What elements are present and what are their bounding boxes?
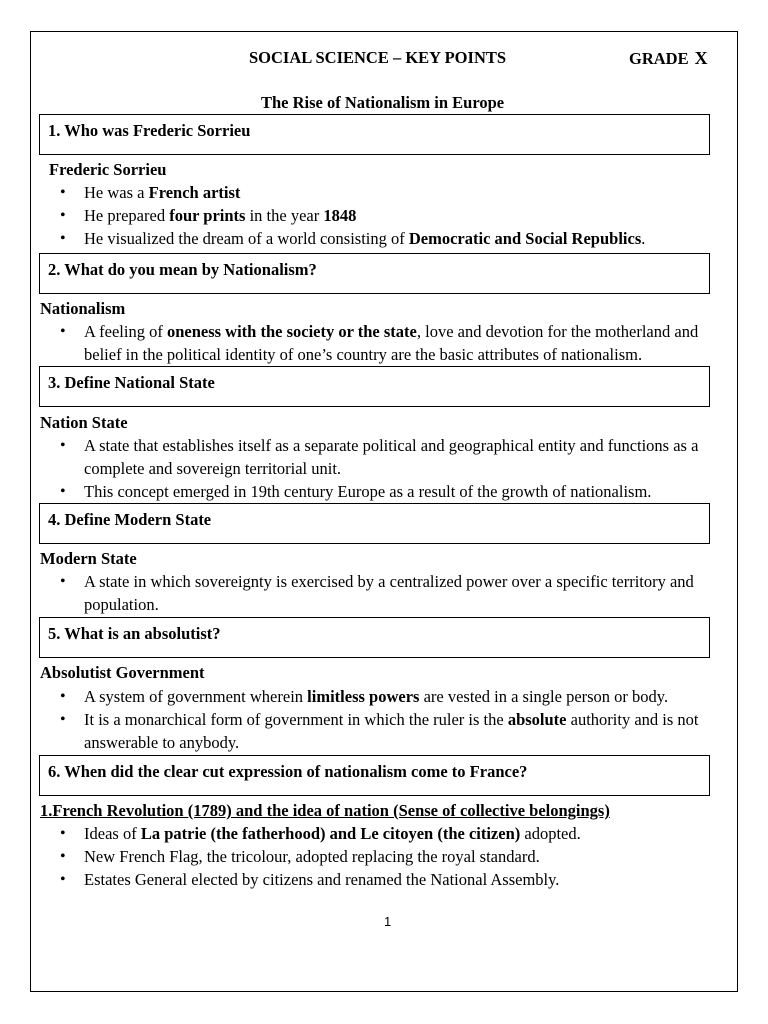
answer-heading-2: Nationalism [40,299,126,318]
text-run: New French Flag, the tricolour, adopted replacing the royal standard. [84,847,540,867]
answer-heading-5: Absolutist Government [40,663,205,682]
chapter-title: The Rise of Nationalism in Europe [261,93,505,112]
bold-text: Democratic and Social Republics [408,229,642,249]
bullet-item [60,227,750,250]
question-box-2: 2. What do you mean by Nationalism? [39,253,710,294]
bullet-item [60,685,750,708]
bullet-list-3 [60,434,738,504]
bullet-item [60,181,750,204]
bold-text: absolute [507,710,567,730]
bullet-item [60,708,750,754]
bold-text: 1848 [323,206,357,226]
answer-heading-4: Modern State [40,549,137,568]
bullet-item [60,434,738,480]
text-run: in the year [245,206,324,226]
bullet-item [60,320,726,366]
grade-value: X [694,48,708,68]
bullet-item [60,480,738,503]
text-run: are vested in a single person or body. [419,687,669,706]
text-run: A system of government wherein [84,687,308,706]
bold-text: oneness with the society or the state [166,322,417,341]
grade-label [629,48,708,69]
question-box-4: 4. Define Modern State [39,503,710,544]
bullet-item [60,845,750,868]
text-run: authority and is not answerable to anybody. [84,710,699,753]
text-run: Estates General elected by citizens and renamed the National Assembly. [84,870,560,890]
question-box-5: 5. What is an absolutist? [39,617,710,658]
answer-heading-3: Nation State [40,413,128,432]
question-box-1: 1. Who was Frederic Sorrieu [39,114,710,155]
bold-text: limitless powers [307,687,420,706]
question-box-6: 6. When did the clear cut expression of nationalism come to France? [39,755,710,796]
text-run: Ideas of [84,824,141,843]
text-run: This concept emerged in 19th century Europe as a result of the growth of nationalism. [84,482,652,502]
text-run: A feeling of [84,322,167,341]
text-run: It is a monarchical form of government in which the ruler is the [84,710,508,730]
bullet-list-5 [60,685,750,755]
text-run: He visualized the dream of a world consisting of [84,229,409,249]
bullet-item [60,822,750,845]
bullet-list-1 [60,181,750,251]
text-run: adopted. [520,824,581,843]
text-run: He prepared [84,206,170,226]
text-run: . [641,229,646,249]
text-run: He was a [84,183,149,202]
answer-heading-1: Frederic Sorrieu [49,160,167,179]
text-run: A state that establishes itself as a separate political and geographical entity and functions as a complete and sovereign territorial unit. [84,436,699,479]
grade-label-text: GRADE [629,49,689,68]
text-run: A state in which sovereignty is exercised by a centralized power over a specific territory and population. [84,572,694,615]
page-number: 1 [384,914,392,929]
bullet-list-2 [60,320,726,366]
bullet-item [60,204,750,227]
bold-text: four prints [169,206,246,226]
answer-heading-6: 1.French Revolution (1789) and the idea of nation (Sense of collective belongings) [40,801,610,820]
question-box-3: 3. Define National State [39,366,710,407]
bullet-list-6 [60,822,750,892]
bullet-item [60,868,750,891]
document-title: SOCIAL SCIENCE – KEY POINTS [249,48,507,67]
bold-text: La patrie (the fatherhood) and Le citoyen (the citizen) [140,824,521,843]
text-run: , love and devotion for the motherland and belief in the political identity of one’s country are the basic attributes of nationalism. [84,322,699,365]
bullet-item [60,570,750,616]
bold-text: French artist [148,183,241,202]
bullet-list-4 [60,570,750,616]
